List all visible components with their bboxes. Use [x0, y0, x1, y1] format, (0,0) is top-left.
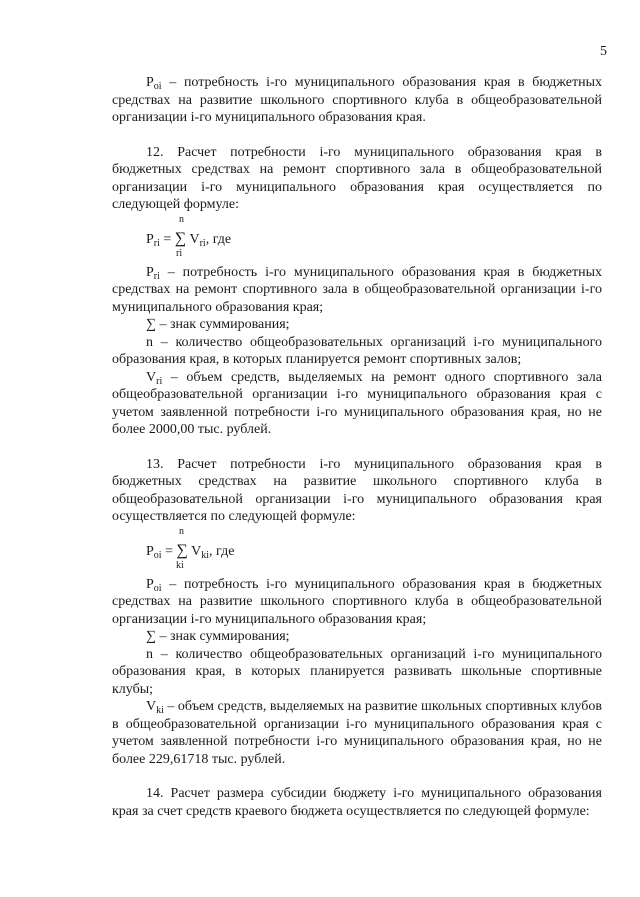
formula-12-tail: , где: [205, 231, 232, 247]
formula-12-upper-limit: n: [179, 213, 184, 225]
section-13-def-2: [112, 628, 602, 646]
section-13-def-3: [112, 646, 602, 699]
def-text: – количество общеобразовательных организаций i-го муниципального образования края, в которых планируется развивать школьные спортивные клубы;: [112, 646, 602, 697]
def-symbol-sub: ki: [156, 705, 164, 716]
section-13-def-1: [112, 576, 602, 629]
section-13-def-4: [112, 698, 602, 768]
formula-13-equals: =: [161, 543, 177, 559]
formula-12-equals: =: [159, 231, 175, 247]
formula-12-term-sub: ri: [199, 237, 206, 249]
def-text: – объем средств, выделяемых на развитие школьных спортивных клубов в общеобразовательной организации i-го муниципального образования края с учетом заявленной потребности i-го муниципального образования края, но не более 229,61718 тыс. рублей.: [112, 699, 602, 767]
formula-12: [112, 214, 602, 264]
section-13-paragraph: 13. Расчет потребности i-го муниципального образования края в бюджетных средствах на развитие школьного спортивного клуба в общеобразовательной организации i-го муниципального образования края осуществляется по следующей формуле:: [112, 456, 602, 524]
def-text: – потребность i-го муниципального образования края в бюджетных средствах на ремонт спортивного зала в общеобразовательной организации i-го муниципального образования края;: [112, 264, 602, 315]
intro-text: – потребность i-го муниципального образования края в бюджетных средствах на развитие школьного спортивного клуба в общеобразовательной организации i-го муниципального образования края.: [112, 75, 602, 125]
def-symbol-sub: ri: [156, 375, 163, 387]
formula-12-term: V: [189, 231, 200, 247]
section-12-paragraph: 12. Расчет потребности i-го муниципального образования края в бюджетных средствах на ремонт спортивного зала в общеобразовательной организации i-го муниципального образования края осуществляется по следующей формуле:: [112, 144, 602, 212]
page-number: 5: [600, 44, 607, 59]
document-body: [112, 74, 602, 820]
formula-12-lower-limit: ri: [176, 247, 183, 259]
formula-13-lhs: P: [146, 543, 154, 559]
def-symbol: ∑: [146, 317, 156, 332]
formula-13-tail: , где: [209, 543, 235, 559]
section-14-paragraph: 14. Расчет размера субсидии бюджету i-го муниципального образования края за счет средств краевого бюджета осуществляется по следующей формуле:: [112, 786, 602, 819]
def-symbol: P: [146, 576, 154, 592]
formula-12-lhs: P: [146, 231, 154, 247]
intro-symbol-sub: oi: [153, 81, 162, 92]
def-text: – потребность i-го муниципального образования края в бюджетных средствах на развитие школьного спортивного клуба в общеобразовательной организации i-го муниципального образования края;: [112, 576, 602, 627]
def-text: – количество общеобразовательных организаций i-го муниципального образования края, в которых планируется ремонт спортивных залов;: [112, 334, 602, 367]
def-symbol: P: [146, 264, 154, 280]
formula-13: [112, 526, 602, 576]
def-text: – объем средств, выделяемых на ремонт одного спортивного зала общеобразовательной организации i-го муниципального образования края с учетом заявленной потребности i-го муниципального образования края, но не более 2000,00 тыс. рублей.: [112, 369, 602, 437]
formula-12-lhs-sub: ri: [153, 237, 160, 249]
formula-13-sum-sign: ∑: [176, 541, 188, 559]
formula-13-upper-limit: n: [179, 525, 184, 537]
formula-13-expression: [146, 542, 234, 561]
intro-definition: [112, 74, 602, 127]
formula-13-term-sub: ki: [201, 549, 210, 561]
def-symbol: n: [146, 334, 153, 350]
intro-symbol: P: [146, 75, 154, 90]
section-12-def-3: [112, 334, 602, 369]
section-12-def-4: [112, 369, 602, 439]
def-symbol: V: [146, 369, 157, 385]
def-symbol: V: [146, 699, 157, 714]
formula-13-term: V: [191, 543, 202, 559]
def-text: – знак суммирования;: [155, 317, 290, 332]
formula-12-sum-sign: ∑: [174, 229, 187, 247]
def-symbol: n: [146, 646, 153, 662]
formula-13-lhs-sub: oi: [153, 549, 162, 561]
formula-13-lower-limit: ki: [176, 559, 184, 571]
formula-12-expression: [146, 230, 231, 249]
def-symbol-sub: ri: [153, 270, 160, 282]
section-12-def-2: [112, 316, 602, 334]
def-symbol: ∑: [146, 629, 156, 644]
def-symbol-sub: oi: [153, 582, 162, 594]
section-12-def-1: [112, 264, 602, 317]
def-text: – знак суммирования;: [155, 629, 290, 644]
